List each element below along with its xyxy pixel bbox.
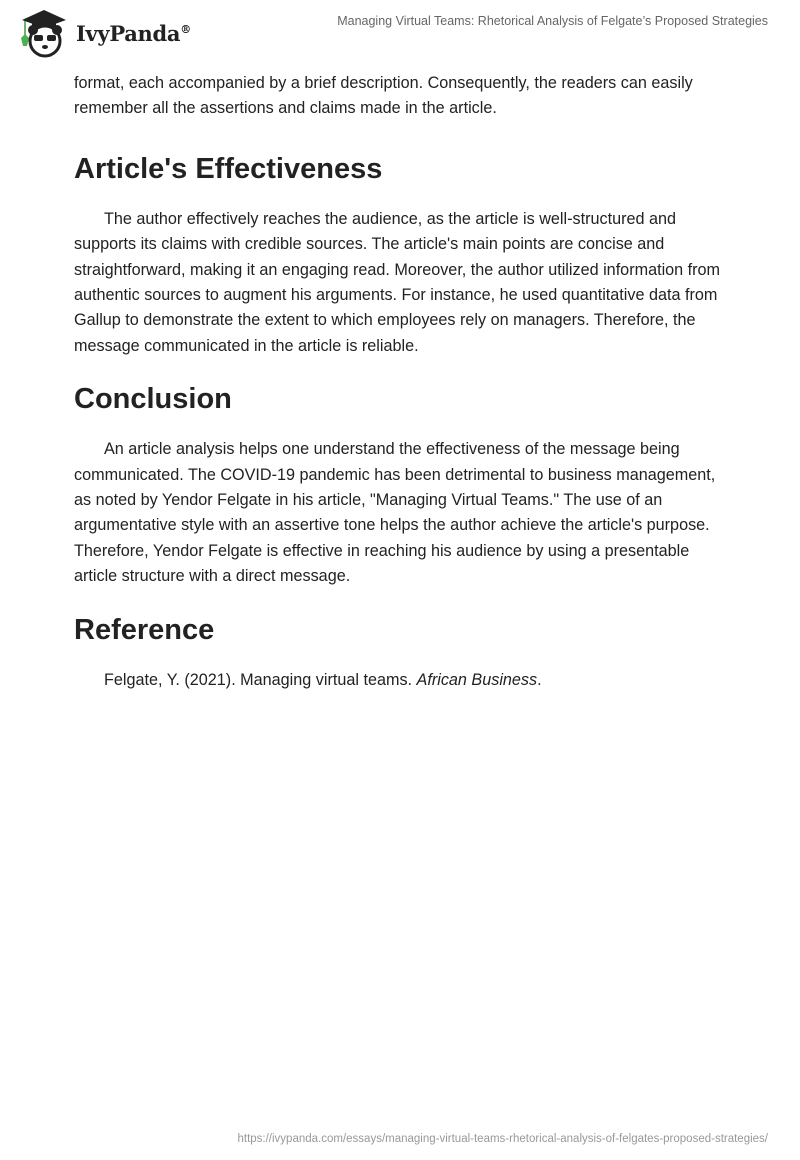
source-url[interactable]: https://ivypanda.com/essays/managing-virtual-teams-rhetorical-analysis-of-felgates-proposed-strategies/ [237,1133,768,1145]
logo-text [76,21,191,46]
reference-journal: African Business [416,670,538,689]
reference-entry [74,668,734,693]
registered-mark: ® [180,22,191,36]
ivypanda-logo[interactable] [18,8,191,58]
continued-paragraph: format, each accompanied by a brief description. Consequently, the readers can easily remember all the assertions and claims made in the article. [74,74,693,118]
panda-graduate-icon [18,8,70,58]
essay-content [74,71,734,693]
section-heading-effectiveness: Article's Effectiveness [74,152,383,185]
paragraph-conclusion: An article analysis helps one understand the effectiveness of the message being communicated. The COVID-19 pandemic has been detrimental to business management, as noted by Yendor Felgate in his article, "Managing Virtual Teams." The use of an argumentative style with an assertive tone helps the author achieve the article's purpose. Therefore, Yendor Felgate is effective in reaching his audience by using a presentable article structure with a direct message. [74,440,716,586]
reference-end: . [537,670,542,689]
document-title: Managing Virtual Teams: Rhetorical Analysis of Felgate’s Proposed Strategies [337,14,768,28]
section-heading-reference: Reference [74,613,215,646]
section-heading-conclusion: Conclusion [74,383,232,416]
logo-wordmark: IvyPanda [76,20,181,46]
paragraph-effectiveness: The author effectively reaches the audience, as the article is well-structured and supports its claims with credible sources. The article's main points are concise and straightforward, making it an engaging read. Moreover, the author utilized information from authentic sources to augment his arguments. For instance, he used quantitative data from Gallup to demonstrate the extent to which employees rely on managers. Therefore, the message communicated in the article is reliable. [74,209,721,355]
reference-citation: Felgate, Y. (2021). Managing virtual teams. [104,670,417,689]
